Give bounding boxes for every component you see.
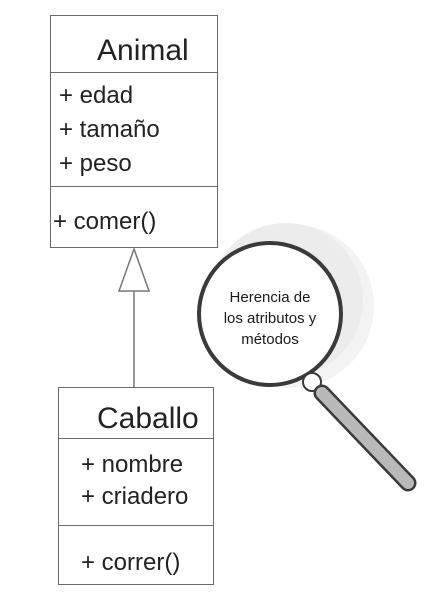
magnifier-note xyxy=(200,287,340,350)
class-animal-attributes xyxy=(51,72,217,186)
generalization-arrowhead-icon xyxy=(119,249,149,291)
magnifier-note-line-1: Herencia de xyxy=(229,289,311,306)
class-animal-name: Animal xyxy=(97,34,189,67)
class-caballo[interactable] xyxy=(58,387,214,585)
attribute-peso: + peso xyxy=(59,150,132,177)
class-caballo-attributes xyxy=(59,438,213,525)
class-animal-operations xyxy=(51,186,217,247)
attribute-tamano: + tamaño xyxy=(59,116,160,143)
attribute-edad: + edad xyxy=(59,82,134,109)
class-caballo-operations xyxy=(59,525,213,584)
class-caballo-name: Caballo xyxy=(97,402,199,435)
attribute-nombre: + nombre xyxy=(81,451,184,478)
operation-comer: + comer() xyxy=(53,208,157,235)
magnifier-note-line-3: métodos xyxy=(241,331,299,348)
attribute-criadero: + criadero xyxy=(81,483,189,510)
class-animal[interactable] xyxy=(50,15,218,248)
operation-correr: + correr() xyxy=(81,549,181,576)
magnifier-note-line-2: los atributos y xyxy=(223,310,317,327)
magnifying-glass-icon xyxy=(199,223,408,483)
